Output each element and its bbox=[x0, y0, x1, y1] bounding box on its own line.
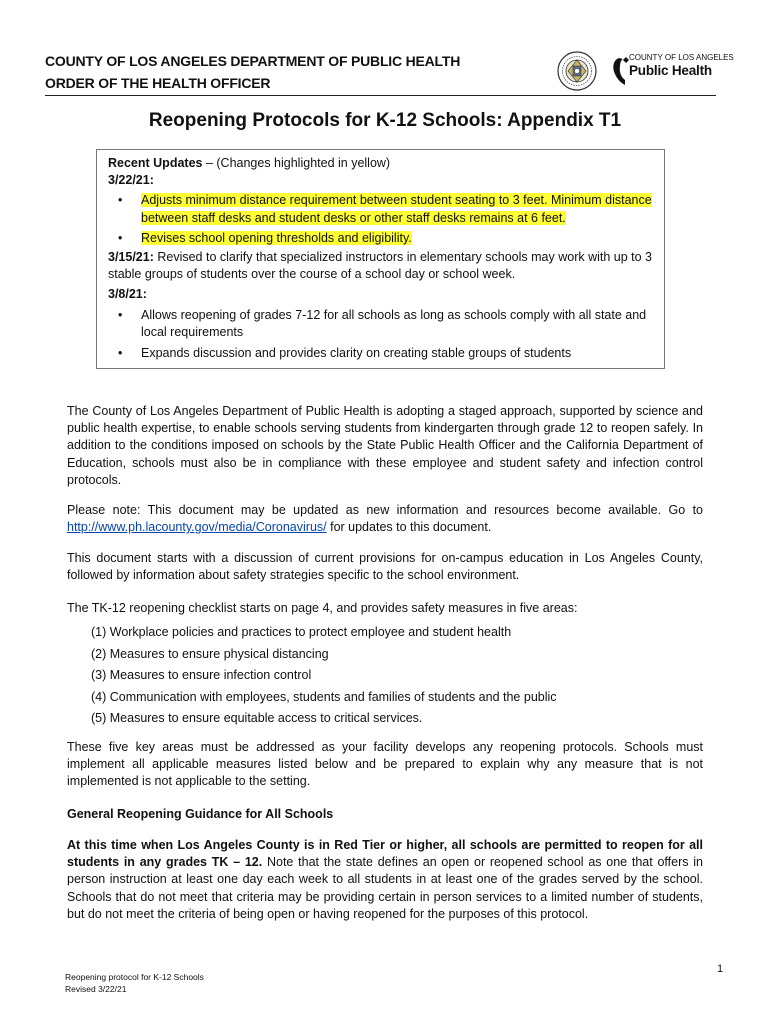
document-title: Reopening Protocols for K-12 Schools: Appendix T1 bbox=[148, 110, 622, 131]
document-header bbox=[45, 50, 716, 96]
list-item: (1) Workplace policies and practices to protect employee and student health bbox=[91, 625, 512, 639]
paragraph-text bbox=[67, 837, 703, 923]
paragraph-text: These five key areas must be addressed as your facility develops any reopening protocols. Schools must implement all applicable measures listed below and be prepared to explain why any measure that is not implemented is not applicable to the setting. bbox=[67, 740, 703, 789]
coronavirus-page-link[interactable]: http://www.ph.lacounty.gov/media/Coronavirus/ bbox=[67, 520, 327, 535]
guidance-text: Note that the state defines an open or reopened school as one that offers in person instruction at least one day each week to all students in at least one of the grades served by the school. Schools that do not meet that criteria may be providing certain in person services to a limited number of students, but do not meet the criteria of being open or having reopened for the purposes of this protocol. bbox=[67, 855, 703, 921]
update-date-3: 3/8/21: bbox=[108, 287, 147, 302]
paragraph-text: The County of Los Angeles Department of Public Health is adopting a staged approach, supported by science and public health expertise, to enable schools serving students from kindergarten through grade 12 to reopen safely. In addition to the conditions imposed on schools by the State Public Health Officer and the California Department of Education, schools must also be in compliance with these employee and student safety and infection control protocols. bbox=[67, 404, 703, 487]
updates-heading-note: – (Changes highlighted in yellow) bbox=[202, 156, 391, 170]
footer-title: Reopening protocol for K-12 Schools bbox=[65, 972, 204, 982]
update-2-text: Revised to clarify that specialized instructors in elementary schools may work with up to 3 stable groups of students over the course of a school day or school week. bbox=[108, 250, 653, 282]
header-line-1: COUNTY OF LOS ANGELES DEPARTMENT OF PUBLIC HEALTH bbox=[45, 53, 461, 69]
county-seal-icon bbox=[557, 51, 597, 91]
update-list-3 bbox=[108, 307, 656, 362]
note-text: Please note: This document may be updated as new information and resources become available. Go to bbox=[67, 503, 703, 517]
discussion-paragraph bbox=[67, 550, 703, 584]
section-heading-text: General Reopening Guidance for All Schools bbox=[67, 807, 334, 821]
paragraph-text bbox=[67, 502, 703, 536]
list-item: (4) Communication with employees, students and families of students and the public bbox=[91, 689, 557, 704]
footer bbox=[65, 971, 204, 995]
checklist-paragraph bbox=[67, 600, 703, 617]
list-item: (3) Measures to ensure infection control bbox=[91, 668, 312, 682]
list-item bbox=[108, 230, 656, 247]
section-heading bbox=[67, 806, 703, 823]
recent-updates-box bbox=[96, 149, 665, 369]
safety-areas-list bbox=[91, 622, 557, 730]
update-list-1 bbox=[108, 192, 656, 247]
note-text-end: for updates to this document. bbox=[326, 520, 492, 535]
footer-revised: Revised 3/22/21 bbox=[65, 984, 127, 994]
key-areas-paragraph bbox=[67, 739, 703, 791]
header-line-2: ORDER OF THE HEALTH OFFICER bbox=[45, 75, 271, 91]
bold-statement: At this time when Los Angeles County is in Red Tier or higher, all schools are permitted to reopen for all students in any grades TK – 12. bbox=[67, 838, 703, 870]
list-item: • Expands discussion and provides clarity on creating stable groups of students bbox=[108, 345, 656, 362]
note-paragraph bbox=[67, 502, 703, 536]
logo-county-text: COUNTY OF LOS ANGELES bbox=[629, 53, 734, 62]
paragraph-text: This document starts with a discussion of current provisions for on-campus education in Los Angeles County, followed by information about safety strategies specific to the school environment. bbox=[67, 551, 703, 583]
paragraph-text: The TK-12 reopening checklist starts on page 4, and provides safety measures in five areas: bbox=[67, 601, 578, 615]
list-item bbox=[108, 192, 656, 226]
update-2 bbox=[108, 249, 656, 283]
intro-paragraph bbox=[67, 403, 703, 489]
highlighted-text: Revises school opening thresholds and eligibility. bbox=[141, 231, 412, 246]
page-number: 1 bbox=[717, 963, 724, 975]
list-item: (2) Measures to ensure physical distancing bbox=[91, 646, 329, 661]
updates-heading-line bbox=[108, 155, 656, 172]
list-item: (5) Measures to ensure equitable access to critical services. bbox=[91, 711, 423, 725]
list-item: • Allows reopening of grades 7-12 for all schools as long as schools comply with all state and local requirements bbox=[108, 307, 656, 341]
update-date-1: 3/22/21: bbox=[108, 173, 154, 188]
highlighted-text: Adjusts minimum distance requirement between student seating to 3 feet. Minimum distance between staff desks and student desks or other staff desks remains at 6 feet. bbox=[141, 193, 652, 225]
updates-heading: Recent Updates bbox=[108, 156, 203, 170]
update-date-2: 3/15/21: bbox=[108, 250, 154, 265]
reopening-guidance-paragraph bbox=[67, 837, 703, 923]
logo-name-text: Public Health bbox=[629, 63, 712, 78]
